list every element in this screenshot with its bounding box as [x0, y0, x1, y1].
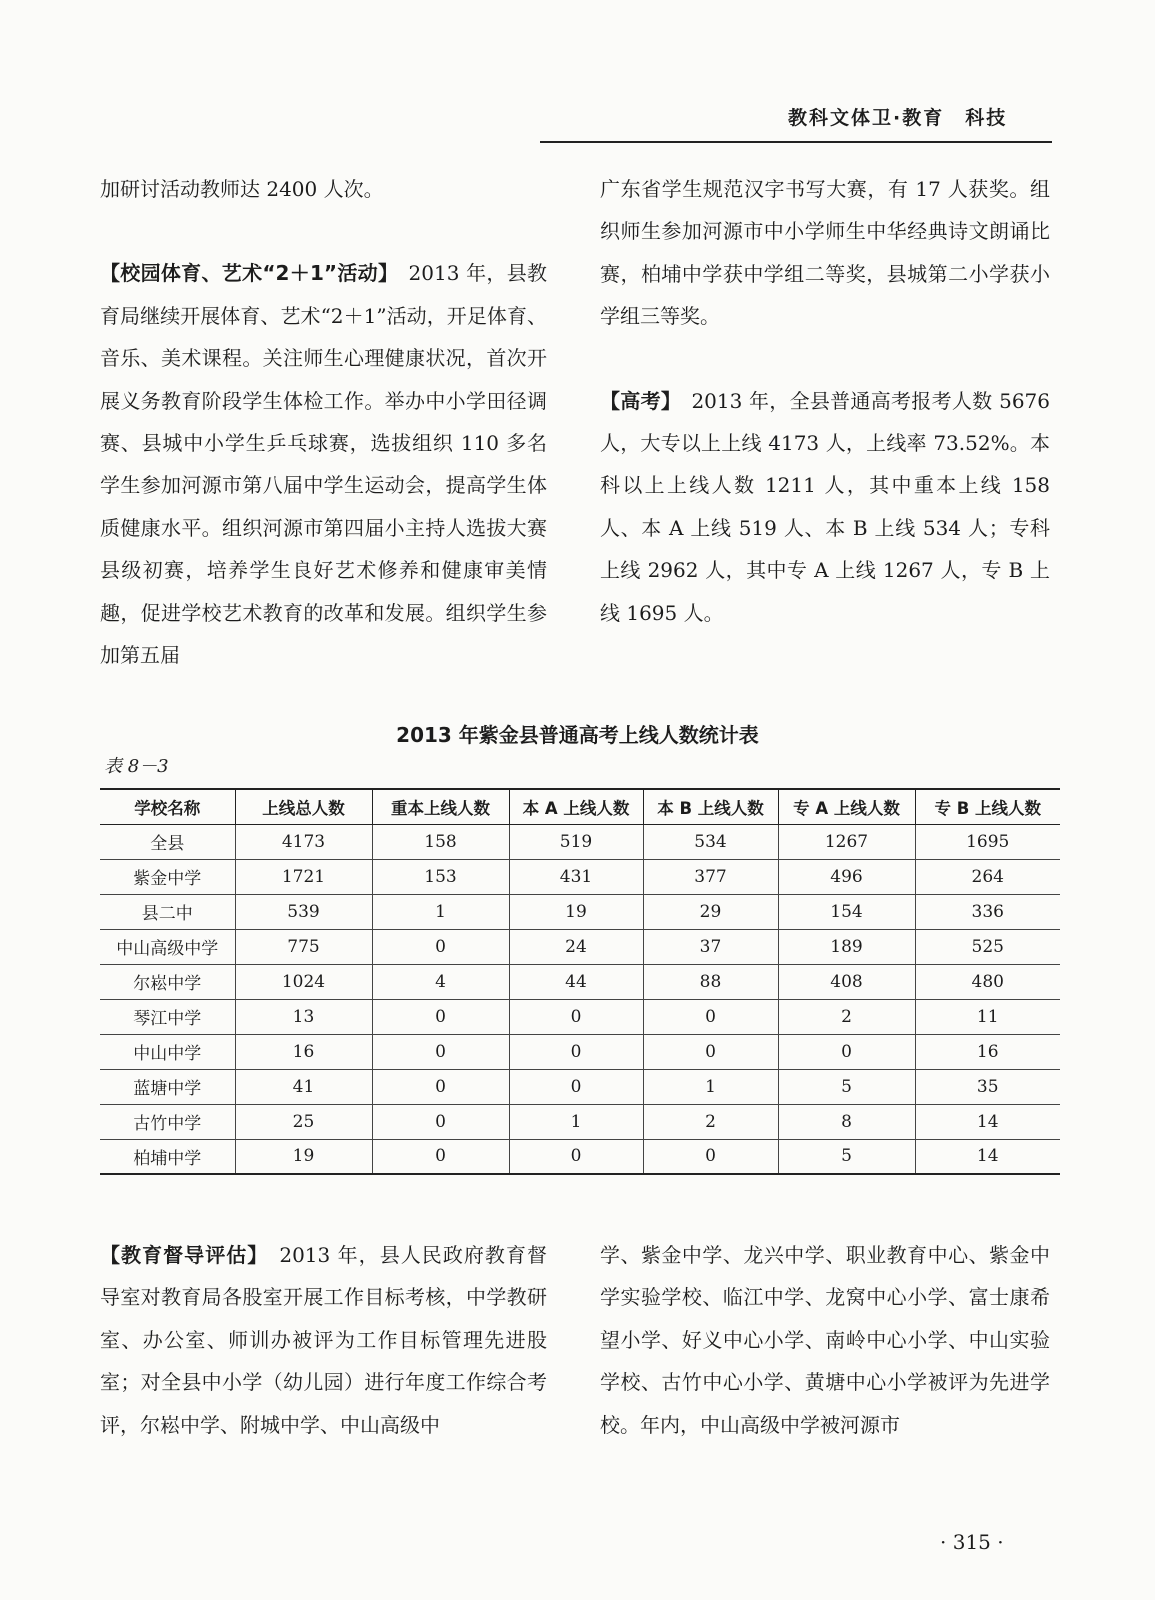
count-cell: 1695: [915, 824, 1060, 859]
count-cell: 480: [915, 964, 1060, 999]
count-cell: 0: [643, 1139, 778, 1174]
count-cell: 0: [643, 999, 778, 1034]
count-cell: 1: [643, 1069, 778, 1104]
count-cell: 37: [643, 929, 778, 964]
count-cell: 0: [509, 1139, 643, 1174]
table-row: [100, 1139, 1060, 1174]
left-column-top: [100, 168, 547, 676]
table-row: [100, 1034, 1060, 1069]
column-header: 专 B 上线人数: [915, 789, 1060, 824]
count-cell: 5: [778, 1139, 915, 1174]
school-name-cell: 全县: [100, 824, 235, 859]
count-cell: 0: [509, 1034, 643, 1069]
count-cell: 24: [509, 929, 643, 964]
count-cell: 0: [372, 1034, 509, 1069]
table-title: 2013 年紫金县普通高考上线人数统计表: [396, 723, 759, 747]
count-cell: 19: [509, 894, 643, 929]
school-name-cell: 琴江中学: [100, 999, 235, 1034]
count-cell: 154: [778, 894, 915, 929]
gaokao-stats-table: [100, 788, 1060, 1175]
paragraph-supervision: 【教育督导评估】 2013 年，县人民政府教育督导室对教育局各股室开展工作目标考核，中学教研室、办公室、师训办被评为工作目标管理先进股室；对全县中小学（幼儿园）进行年度工作综合考评，尔崧中学、附城中学、中山高级中: [100, 1243, 547, 1437]
count-cell: 0: [509, 999, 643, 1034]
school-name-cell: 尔崧中学: [100, 964, 235, 999]
section-heading: 【教育督导评估】: [100, 1243, 259, 1267]
count-cell: 1: [372, 894, 509, 929]
count-cell: 431: [509, 859, 643, 894]
count-cell: 0: [372, 999, 509, 1034]
school-name-cell: 蓝塘中学: [100, 1069, 235, 1104]
table-row: [100, 964, 1060, 999]
count-cell: 14: [915, 1139, 1060, 1174]
table-label: 表 8－3: [104, 756, 169, 777]
section-heading: 【高考】: [600, 388, 672, 413]
count-cell: 525: [915, 929, 1060, 964]
paragraph-gaokao: 【高考】 2013 年，全县普通高考报考人数 5676 人，大专以上上线 4173 人，上线率 73.52%。本科以上上线人数 1211 人，其中重本上线 158 人、本 A 上线 519 人、本 B 上线 534 人；专科上线 2962 人，其中专 A 上线 1267 人，专 B 上线 1695 人。: [600, 388, 1050, 625]
count-cell: 264: [915, 859, 1060, 894]
count-cell: 1024: [235, 964, 372, 999]
count-cell: 496: [778, 859, 915, 894]
count-cell: 0: [778, 1034, 915, 1069]
count-cell: 35: [915, 1069, 1060, 1104]
school-name-cell: 县二中: [100, 894, 235, 929]
right-column-bottom: [600, 1234, 1050, 1446]
column-header: 上线总人数: [235, 789, 372, 824]
table-row: [100, 929, 1060, 964]
count-cell: 1721: [235, 859, 372, 894]
table-row: [100, 824, 1060, 859]
count-cell: 8: [778, 1104, 915, 1139]
count-cell: 158: [372, 824, 509, 859]
count-cell: 0: [372, 929, 509, 964]
table-header-row: [100, 789, 1060, 824]
count-cell: 153: [372, 859, 509, 894]
school-name-cell: 紫金中学: [100, 859, 235, 894]
count-cell: 13: [235, 999, 372, 1034]
count-cell: 0: [372, 1069, 509, 1104]
school-name-cell: 中山中学: [100, 1034, 235, 1069]
page-number: · 315 ·: [940, 1530, 1004, 1554]
count-cell: 5: [778, 1069, 915, 1104]
count-cell: 0: [643, 1034, 778, 1069]
count-cell: 2: [778, 999, 915, 1034]
count-cell: 189: [778, 929, 915, 964]
column-header: 重本上线人数: [372, 789, 509, 824]
paragraph: 学、紫金中学、龙兴中学、职业教育中心、紫金中学实验学校、临江中学、龙窝中心小学、富士康希望小学、好义中心小学、南岭中心小学、中山实验学校、古竹中心小学、黄塘中心小学被评为先进学校。年内，中山高级中学被河源市: [600, 1243, 1050, 1437]
school-name-cell: 古竹中学: [100, 1104, 235, 1139]
section-heading: 【校园体育、艺术“2＋1”活动】: [100, 261, 389, 286]
count-cell: 25: [235, 1104, 372, 1139]
count-cell: 519: [509, 824, 643, 859]
count-cell: 1: [509, 1104, 643, 1139]
count-cell: 377: [643, 859, 778, 894]
paragraph: 广东省学生规范汉字书写大赛，有 17 人获奖。组织师生参加河源市中小学师生中华经典诗文朗诵比赛，柏埔中学获中学组二等奖，县城第二小学获小学组三等奖。: [600, 177, 1050, 329]
school-name-cell: 柏埔中学: [100, 1139, 235, 1174]
count-cell: 16: [915, 1034, 1060, 1069]
right-column-top: [600, 168, 1050, 634]
count-cell: 2: [643, 1104, 778, 1139]
column-header: 本 A 上线人数: [509, 789, 643, 824]
count-cell: 29: [643, 894, 778, 929]
count-cell: 41: [235, 1069, 372, 1104]
table-row: [100, 999, 1060, 1034]
count-cell: 0: [372, 1104, 509, 1139]
count-cell: 44: [509, 964, 643, 999]
count-cell: 88: [643, 964, 778, 999]
column-header: 本 B 上线人数: [643, 789, 778, 824]
school-name-cell: 中山高级中学: [100, 929, 235, 964]
count-cell: 1267: [778, 824, 915, 859]
count-cell: 4173: [235, 824, 372, 859]
count-cell: 336: [915, 894, 1060, 929]
paragraph: 加研讨活动教师达 2400 人次。: [100, 177, 384, 201]
paragraph-sports-arts: 【校园体育、艺术“2＋1”活动】 2013 年，县教育局继续开展体育、艺术“2＋1”活动，开足体育、音乐、美术课程。关注师生心理健康状况，首次开展义务教育阶段学生体检工作。举办中小学田径调赛、县城中小学生乒乓球赛，选拔组织 110 多名学生参加河源市第八届中学生运动会，提高学生体质健康水平。组织河源市第四届小主持人选拔大赛县级初赛，培养学生良好艺术修养和健康审美情趣，促进学校艺术教育的改革和发展。组织学生参加第五届: [100, 261, 547, 668]
count-cell: 19: [235, 1139, 372, 1174]
table-row: [100, 859, 1060, 894]
count-cell: 408: [778, 964, 915, 999]
column-header: 专 A 上线人数: [778, 789, 915, 824]
count-cell: 539: [235, 894, 372, 929]
count-cell: 16: [235, 1034, 372, 1069]
table-row: [100, 894, 1060, 929]
left-column-bottom: [100, 1234, 547, 1446]
count-cell: 775: [235, 929, 372, 964]
count-cell: 0: [509, 1069, 643, 1104]
running-header: 教科文体卫·教育 科技: [788, 107, 1008, 129]
count-cell: 11: [915, 999, 1060, 1034]
count-cell: 14: [915, 1104, 1060, 1139]
count-cell: 0: [372, 1139, 509, 1174]
header-rule: [540, 141, 1052, 143]
table-row: [100, 1069, 1060, 1104]
count-cell: 534: [643, 824, 778, 859]
column-header: 学校名称: [100, 789, 235, 824]
count-cell: 4: [372, 964, 509, 999]
table-row: [100, 1104, 1060, 1139]
